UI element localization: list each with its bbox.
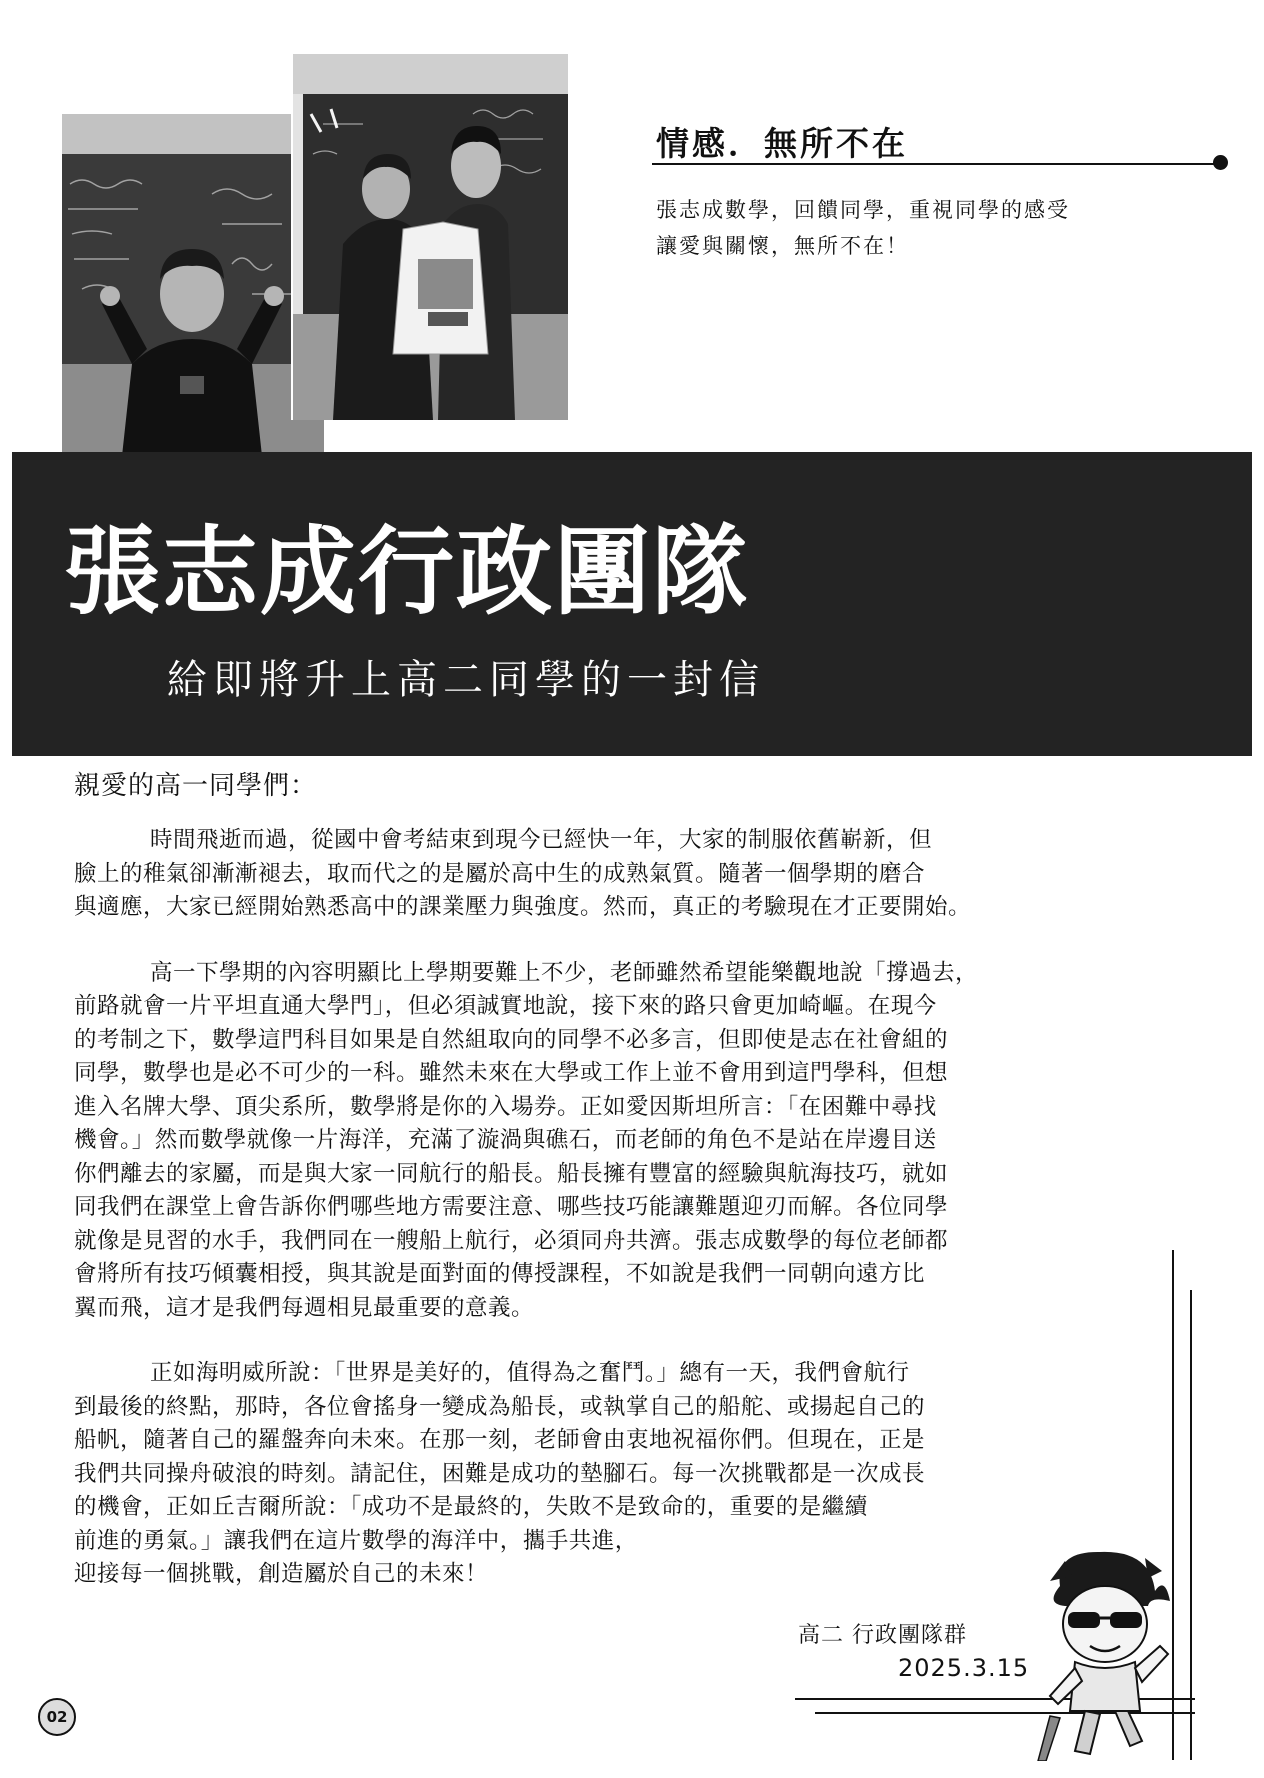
teacher-cartoon-mascot bbox=[1030, 1546, 1180, 1761]
paragraph-line: 我們共同操舟破浪的時刻。請記住，困難是成功的墊腳石。每一次挑戰都是一次成長 bbox=[74, 1460, 926, 1487]
paragraph-line: 同我們在課堂上會告訴你們哪些地方需要注意、哪些技巧能讓難題迎刃而解。各位同學 bbox=[74, 1194, 949, 1220]
paragraph-line: 同學，數學也是必不可少的一科。雖然未來在大學或工作上並不會用到這門學科，但想 bbox=[74, 1060, 949, 1086]
paragraph-line: 船帆，隨著自己的羅盤奔向未來。在那一刻，老師會由衷地祝福你們。但現在，正是 bbox=[74, 1427, 926, 1453]
intro-line: 讓愛與關懷，無所不在！ bbox=[656, 234, 909, 258]
paragraph-line: 臉上的稚氣卻漸漸褪去，取而代之的是屬於高中生的成熟氣質。隨著一個學期的磨合 bbox=[74, 860, 926, 887]
paragraph-line: 的機會，正如丘吉爾所說：「成功不是最終的，失敗不是致命的，重要的是繼續 bbox=[74, 1494, 868, 1520]
title-divider bbox=[652, 163, 1218, 165]
decorative-vertical-line bbox=[1190, 1290, 1192, 1760]
banner-title: 張志成行政團隊 bbox=[64, 516, 750, 628]
title-dot-ornament bbox=[1213, 155, 1228, 170]
page-number-badge: 02 bbox=[38, 1698, 76, 1736]
intro-line: 張志成數學，回饋同學，重視同學的感受 bbox=[656, 198, 1070, 222]
signature-team: 高二 行政團隊群 bbox=[798, 1623, 967, 1648]
paragraph-line: 的考制之下，數學這門科目如果是自然組取向的同學不必多言，但即使是志在社會組的 bbox=[74, 1026, 949, 1053]
paragraph-line: 翼而飛，這才是我們每週相見最重要的意義。 bbox=[74, 1294, 535, 1321]
section-title: 情感．無所不在 bbox=[656, 124, 908, 163]
paragraph-line: 到最後的終點，那時，各位會搖身一變成為船長，或執掌自己的船舵、或揚起自己的 bbox=[74, 1393, 926, 1420]
paragraph-line: 迎接每一個挑戰，創造屬於自己的未來！ bbox=[74, 1561, 489, 1587]
paragraph-line: 機會。」然而數學就像一片海洋，充滿了漩渦與礁石，而老師的角色不是站在岸邊目送 bbox=[74, 1127, 937, 1153]
paragraph-line: 前進的勇氣。」讓我們在這片數學的海洋中，攜手共進， bbox=[74, 1527, 638, 1554]
paragraph-line: 你們離去的家屬，而是與大家一同航行的船長。船長擁有豐富的經驗與航海技巧，就如 bbox=[74, 1160, 949, 1187]
paragraph-line: 前路就會一片平坦直通大學門」，但必須誠實地說，接下來的路只會更加崎嶇。在現今 bbox=[74, 993, 937, 1019]
paragraph-line: 就像是見習的水手，我們同在一艘船上航行，必須同舟共濟。張志成數學的每位老師都 bbox=[74, 1227, 949, 1254]
letter-greeting: 親愛的高一同學們： bbox=[74, 771, 318, 801]
title-banner bbox=[12, 452, 1252, 756]
letter-body bbox=[74, 766, 1204, 1624]
paragraph-line: 高一下學期的內容明顯比上學期要難上不少，老師雖然希望能樂觀地說「撐過去， bbox=[150, 959, 979, 986]
paragraph-line: 與適應，大家已經開始熟悉高中的課業壓力與強度。然而，真正的考驗現在才正要開始。 bbox=[74, 894, 972, 920]
intro-text bbox=[656, 192, 1070, 264]
teacher-classroom-photo bbox=[62, 114, 324, 456]
teacher-student-photo bbox=[293, 54, 568, 420]
paragraph-line: 進入名牌大學、頂尖系所，數學將是你的入場券。正如愛因斯坦所言：「在困難中尋找 bbox=[74, 1093, 937, 1120]
teacher-student-illustration bbox=[293, 54, 568, 420]
teacher-classroom-illustration bbox=[62, 114, 324, 456]
paragraph-line: 正如海明威所說：「世界是美好的，值得為之奮鬥。」總有一天，我們會航行 bbox=[150, 1360, 910, 1386]
paragraph-line: 會將所有技巧傾囊相授，與其說是面對面的傳授課程，不如說是我們一同朝向遠方比 bbox=[74, 1261, 926, 1287]
banner-subtitle: 給即將升上高二同學的一封信 bbox=[167, 657, 765, 703]
letter-paragraph bbox=[74, 824, 1204, 925]
signature-date: 2025.3.15 bbox=[898, 1654, 1030, 1682]
letter-paragraph bbox=[74, 957, 1204, 1326]
paragraph-line: 時間飛逝而過，從國中會考結束到現今已經快一年，大家的制服依舊嶄新，但 bbox=[150, 827, 933, 853]
